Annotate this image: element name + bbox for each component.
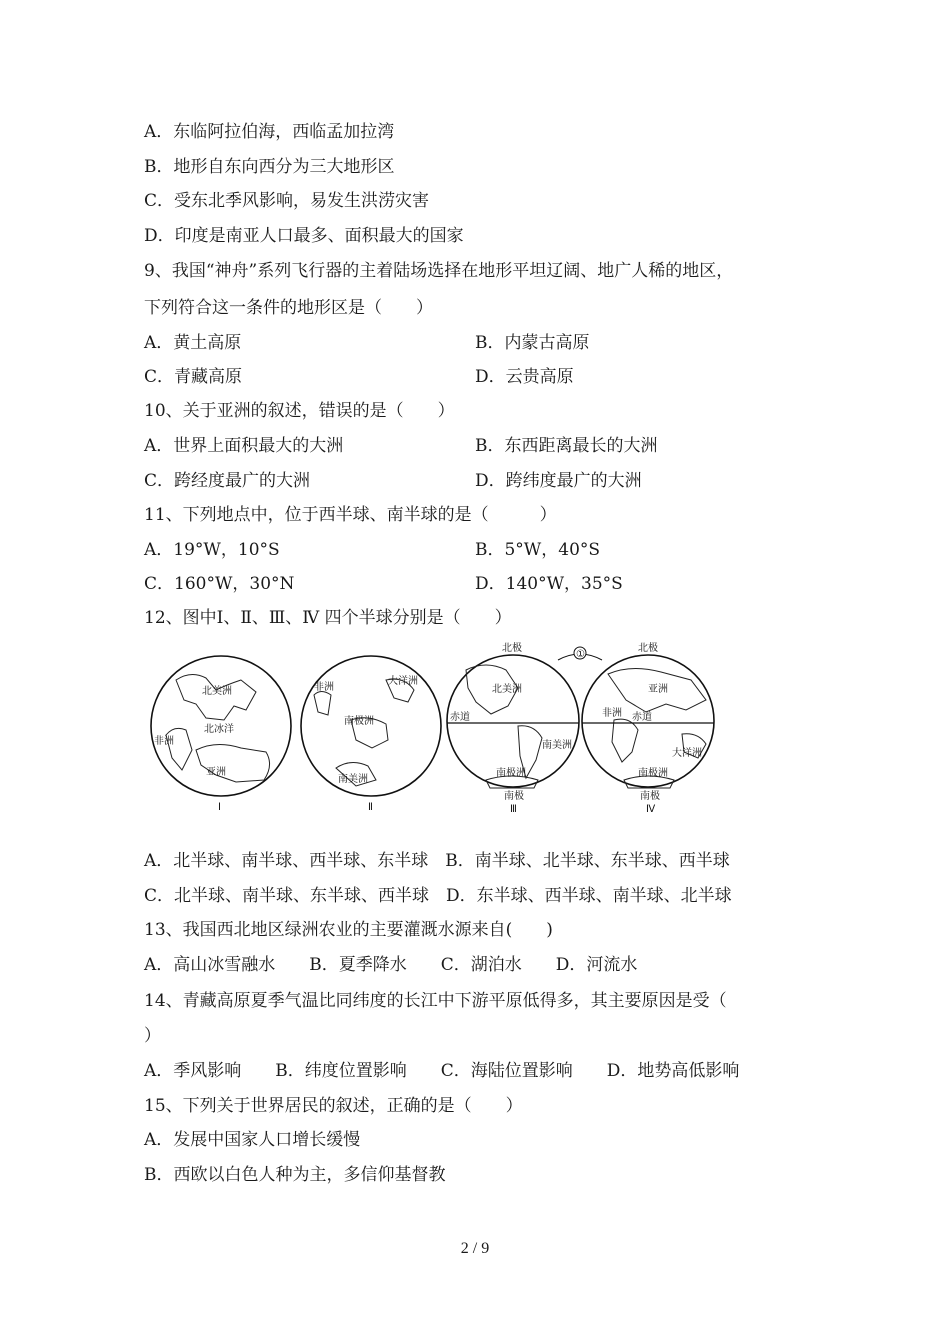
q10-option-a: A．世界上面积最大的大洲 xyxy=(144,436,344,456)
g3-label-sp: 南极 xyxy=(504,791,524,802)
q8-option-c: C．受东北季风影响，易发生洪涝灾害 xyxy=(144,191,430,211)
hemispheres-svg xyxy=(146,640,728,820)
q15-option-a: A．发展中国家人口增长缓慢 xyxy=(144,1130,361,1150)
g4-label-np: 北极 xyxy=(638,643,658,654)
g2-roman: Ⅱ xyxy=(368,802,373,813)
g3-label-an: 南极洲 xyxy=(496,768,526,779)
g1-label-as: 亚洲 xyxy=(206,767,226,778)
page-number: 2 / 9 xyxy=(460,1240,490,1257)
q10-option-b: B．东西距离最长的大洲 xyxy=(475,436,658,456)
q13-stem: 13、我国西北地区绿洲农业的主要灌溉水源来自( ) xyxy=(144,920,553,940)
q12-options-row2: C．北半球、南半球、东半球、西半球 D．东半球、西半球、南半球、北半球 xyxy=(144,886,732,906)
q13-options: A．高山冰雪融水 B．夏季降水 C．湖泊水 D．河流水 xyxy=(144,955,638,975)
g4-label-af: 非洲 xyxy=(602,708,622,719)
q9-option-d: D．云贵高原 xyxy=(475,367,574,387)
g1-label-na: 北美洲 xyxy=(202,686,232,697)
q11-option-b: B．5°W，40°S xyxy=(475,540,601,560)
q11-option-a: A．19°W，10°S xyxy=(144,540,280,560)
g1-label-ao: 北冰洋 xyxy=(204,724,234,735)
q15-option-b: B．西欧以白色人种为主，多信仰基督教 xyxy=(144,1165,446,1185)
g2-label-sa: 南美洲 xyxy=(338,774,368,785)
q11-stem: 11、下列地点中，位于西半球、南半球的是（ ） xyxy=(144,505,557,525)
g1-label-af: 非洲 xyxy=(154,736,174,747)
g4-label-eq: 赤道 xyxy=(632,712,652,723)
q9-option-b: B．内蒙古高原 xyxy=(475,333,590,353)
g4-label-sp: 南极 xyxy=(640,791,660,802)
g4-label-an: 南极洲 xyxy=(638,768,668,779)
g2-label-af: 非洲 xyxy=(314,682,334,693)
q11-option-c: C．160°W，30°N xyxy=(144,574,295,594)
q8-option-a: A．东临阿拉伯海，西临孟加拉湾 xyxy=(144,122,395,142)
q14-stem-line2: ） xyxy=(144,1026,161,1046)
g3-label-na: 北美洲 xyxy=(492,684,522,695)
q10-option-c: C．跨经度最广的大洲 xyxy=(144,471,311,491)
q9-stem-line1: 9、我国“神舟”系列飞行器的主着陆场选择在地形平坦辽阔、地广人稀的地区， xyxy=(144,261,734,281)
g3-label-sa: 南美洲 xyxy=(542,740,572,751)
marker-text: ① xyxy=(576,649,585,660)
q14-options: A．季风影响 B．纬度位置影响 C．海陆位置影响 D．地势高低影响 xyxy=(144,1061,740,1081)
g3-label-eq: 赤道 xyxy=(450,712,470,723)
g4-roman: Ⅳ xyxy=(646,804,656,815)
g4-label-as: 亚洲 xyxy=(648,684,668,695)
g3-roman: Ⅲ xyxy=(510,804,517,815)
q9-option-c: C．青藏高原 xyxy=(144,367,243,387)
g3-label-np: 北极 xyxy=(502,643,522,654)
hemispheres-figure xyxy=(146,640,728,820)
q12-stem: 12、图中Ⅰ、Ⅱ、Ⅲ、Ⅳ 四个半球分别是（ ） xyxy=(144,608,512,628)
q10-stem: 10、关于亚洲的叙述，错误的是（ ） xyxy=(144,401,455,421)
g2-label-oc: 大洋洲 xyxy=(388,676,418,687)
q15-stem: 15、下列关于世界居民的叙述，正确的是（ ） xyxy=(144,1096,523,1116)
q10-option-d: D．跨纬度最广的大洲 xyxy=(475,471,642,491)
q12-options-row1: A．北半球、南半球、西半球、东半球 B．南半球、北半球、东半球、西半球 xyxy=(144,851,730,871)
q11-option-d: D．140°W，35°S xyxy=(475,574,623,594)
g4-label-oc: 大洋洲 xyxy=(672,748,702,759)
q8-option-b: B．地形自东向西分为三大地形区 xyxy=(144,157,395,177)
q8-option-d: D．印度是南亚人口最多、面积最大的国家 xyxy=(144,226,464,246)
q9-stem-line2: 下列符合这一条件的地形区是（ ） xyxy=(144,298,433,318)
q14-stem-line1: 14、青藏高原夏季气温比同纬度的长江中下游平原低得多，其主要原因是受（ xyxy=(144,991,727,1011)
g1-roman: Ⅰ xyxy=(218,802,221,813)
g2-label-an: 南极洲 xyxy=(344,716,374,727)
q9-option-a: A．黄土高原 xyxy=(144,333,242,353)
